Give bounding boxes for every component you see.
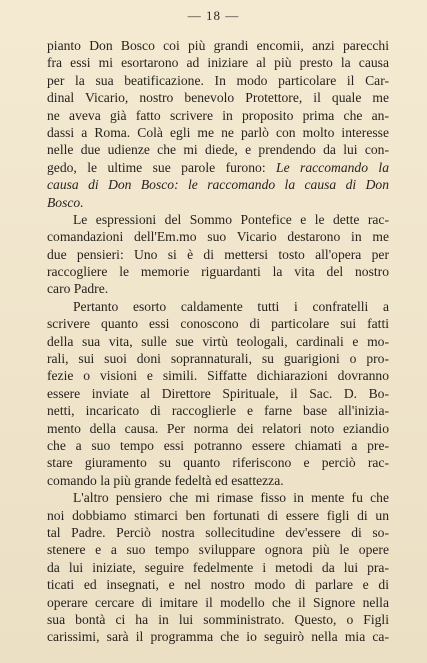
text-line: raccogliere le memorie riguardanti la vita del nostro <box>47 264 389 280</box>
text-line: dassi a Roma. Colà egli me ne parlò con molto interesse <box>47 124 389 140</box>
text-segment: gedo, le ultime sue parole furono: <box>47 159 266 175</box>
text-line: essere inviate al Direttore Spirituale, il Sac. D. Bo- <box>47 385 389 401</box>
text-line: mento della causa. Per norma dei relatori noto eziandio <box>47 420 389 436</box>
text-line: netti, incaricato di raccoglierle e farne base all'inizia- <box>47 403 389 419</box>
text-line: rali, sui suoi doni soprannaturali, su guarigioni o pro- <box>47 351 389 367</box>
text-line: sua bontà ci ha in lui somministrato. Questo, o Figli <box>47 611 389 627</box>
text-line: scrivere quanto essi conoscono di particolare sui fatti <box>47 316 389 332</box>
text-line: pianto Don Bosco coi più grandi encomii, anzi parecchi <box>47 38 389 53</box>
text-line: comandazioni dell'Em.mo suo Vicario destarono in me <box>47 229 389 245</box>
page-text <box>47 37 389 646</box>
text-line: ne aveva già fatto scrivere in proposito prima che an- <box>47 107 389 123</box>
text-line: operare cercare di imitare il modello che il Signore nella <box>47 594 389 610</box>
quotation-italic: Le raccomando la <box>276 159 390 175</box>
text-line: comando la più grande fedeltà ed esattezza. <box>47 472 284 488</box>
text-line: due pensieri: Uno si è di mettersi tosto all'opera per <box>47 246 389 262</box>
text-line: che a suo tempo essi potranno essere chiamati a pre- <box>47 437 389 453</box>
page-number: — 18 — <box>187 8 240 23</box>
text-line: ticati ed insegnati, e nel nostro modo di parlare e di <box>47 577 389 593</box>
text-line <box>47 159 389 176</box>
text-line: stenere e a suo tempo sviluppare ognora più le opere <box>47 542 389 558</box>
quotation-italic-line: Bosco. <box>47 194 84 210</box>
text-line: fra essi mi esortarono ad iniziare al più presto la causa <box>47 55 389 71</box>
text-line: dinal Vicario, nostro benevolo Protettore, il quale me <box>47 90 389 106</box>
text-line: L'altro pensiero che mi rimase fisso in mente fu che <box>73 490 389 506</box>
text-line: noi dobbiamo stimarci ben fortunati di essere figli di un <box>47 507 389 523</box>
text-line: carissimi, sarà il programma che io seguirò nella mia ca- <box>47 629 389 645</box>
text-line: fezie o visioni e simili. Siffatte dichiarazioni dovranno <box>47 368 389 384</box>
text-line: Le espressioni del Sommo Pontefice e le dette rac- <box>73 211 389 227</box>
quotation-italic-line: causa di Don Bosco: le raccomando la causa di Don <box>47 177 389 193</box>
text-line: caro Padre. <box>47 281 109 297</box>
text-line: per la sua beatificazione. In modo particolare il Car- <box>47 72 389 88</box>
text-line: tal Padre. Perciò nostra sollecitudine dev'essere di so- <box>47 524 389 540</box>
text-line: da lui iniziate, seguire fedelmente i metodi da lui pra- <box>47 559 389 575</box>
text-line: nelle due udienze che mi diede, e prendendo da lui con- <box>47 142 389 158</box>
text-line: Pertanto esorto caldamente tutti i confratelli a <box>73 298 389 314</box>
text-line: stare giuramento su quanto riferiscono e perciò rac- <box>47 455 389 471</box>
text-line: della sua vita, sulle sue virtù teologali, cardinali e mo- <box>47 333 389 349</box>
